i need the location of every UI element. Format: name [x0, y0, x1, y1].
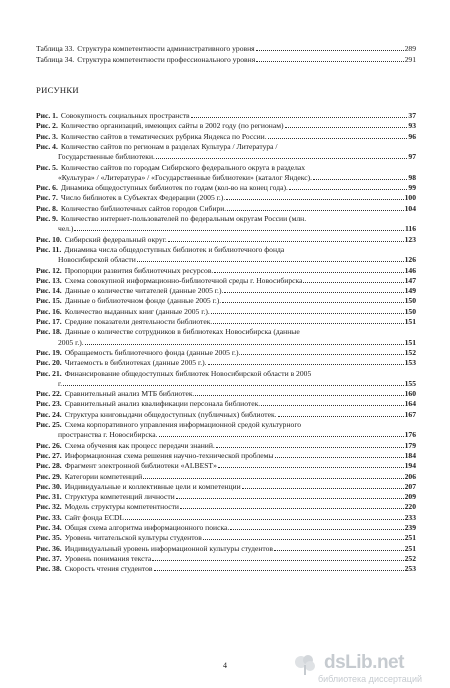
entry-page-number: 233	[404, 512, 416, 522]
toc-entry[interactable]	[36, 492, 416, 501]
entry-text: Количество сайтов по регионам в разделах Культура / Литература /	[60, 141, 278, 151]
entry-page-number: 149	[404, 286, 416, 296]
toc-entry[interactable]	[36, 410, 416, 419]
toc-entry[interactable]	[36, 163, 416, 172]
entry-page-number: 126	[404, 255, 416, 265]
entry-label: Рис. 29.	[36, 471, 62, 481]
toc-entry-continuation[interactable]	[58, 255, 416, 264]
entry-label: Рис. 26.	[36, 440, 62, 450]
toc-entry[interactable]	[36, 441, 416, 450]
dot-leader	[256, 50, 404, 51]
entry-text: Количество организаций, имеющих сайты в 2002 году (по регионам)	[60, 121, 284, 131]
entry-label: Таблица 34.	[36, 55, 75, 64]
dot-leader	[256, 61, 403, 62]
dot-leader	[268, 138, 408, 139]
toc-entry[interactable]	[36, 420, 416, 429]
entry-label: Рис. 9.	[36, 214, 58, 223]
entry-label: Рис. 30.	[36, 481, 62, 491]
entry-text: Схема корпоративного управления информационной средой культурного	[64, 420, 302, 429]
entry-page-number: 116	[405, 224, 416, 234]
toc-entry-continuation[interactable]	[58, 173, 416, 182]
entry-text: Структура компетентности профессионального уровня	[77, 55, 256, 64]
watermark-subtitle: библиотека диссертаций	[318, 674, 423, 684]
toc-entry[interactable]	[36, 533, 416, 542]
entry-label: Рис. 1.	[36, 111, 58, 120]
entry-label: Рис. 23.	[36, 399, 62, 409]
entry-label: Рис. 36.	[36, 543, 62, 553]
toc-entry[interactable]	[36, 193, 416, 202]
toc-entry[interactable]	[36, 399, 416, 408]
entry-label: Рис. 33.	[36, 512, 62, 522]
entry-label: Таблица 33.	[36, 44, 75, 53]
entry-page-number: 179	[404, 440, 416, 450]
dot-leader	[289, 189, 407, 190]
entry-text: Схема обучения как процесс передачи знаний.	[64, 440, 215, 450]
entry-text: чел.)	[58, 224, 74, 234]
entry-label: Рис. 17.	[36, 317, 62, 326]
dot-leader	[285, 127, 408, 128]
entry-page-number: 207	[404, 481, 416, 491]
toc-entry[interactable]	[36, 276, 416, 285]
entry-page-number: 160	[404, 389, 416, 399]
toc-entry-continuation[interactable]	[58, 224, 416, 233]
entry-text: Модель структуры компетентности	[64, 502, 179, 512]
toc-entry[interactable]	[36, 369, 416, 378]
entry-text: Уровень понимания текста	[64, 553, 152, 563]
dot-leader	[242, 488, 404, 489]
entry-label: Рис. 27.	[36, 450, 62, 460]
toc-entry[interactable]	[36, 523, 416, 532]
toc-entry[interactable]	[36, 461, 416, 470]
entry-text: г.	[58, 378, 63, 388]
entry-label: Рис. 18.	[36, 327, 62, 337]
entry-text: Число библиотек в Субъектах Федерации (2005 г.).	[60, 193, 226, 203]
toc-entry-continuation[interactable]	[58, 430, 416, 439]
entry-text: 2005 г.).	[58, 337, 84, 347]
toc-entry[interactable]	[36, 214, 416, 223]
dot-leader	[211, 313, 404, 314]
entry-text: Фрагмент электронной библиотеки «ALBEST»	[64, 461, 217, 471]
entry-text: Количество сайтов по городам Сибирского федерального округа в разделах	[60, 162, 306, 172]
entry-page-number: 289	[404, 44, 416, 53]
entry-page-number: 153	[404, 358, 416, 368]
entry-text: Государственные библиотеки.	[58, 152, 155, 162]
entry-label: Рис. 20.	[36, 358, 62, 368]
toc-entry[interactable]	[36, 317, 416, 326]
dot-leader	[203, 539, 404, 540]
entry-label: Рис. 19.	[36, 347, 62, 357]
entry-text: Количество сайтов в тематических рубрика Яндекса по России.	[60, 131, 267, 141]
dot-leader	[226, 199, 403, 200]
dot-leader	[154, 570, 404, 571]
toc-entry[interactable]	[36, 482, 416, 491]
entry-text: Динамика числа общедоступных библиотек и библиотечного фонда	[64, 244, 285, 254]
entry-text: Данные о библиотечном фонде (данные 2005 г.).	[64, 296, 222, 306]
entry-label: Рис. 5.	[36, 162, 58, 172]
entry-text: Сайт фонда ECDL	[64, 512, 125, 522]
entry-text: Схема совокупной информационно-библиотечной среды г. Новосибирска	[64, 275, 303, 285]
entry-page-number: 184	[404, 450, 416, 460]
toc-entry[interactable]	[36, 142, 416, 151]
entry-page-number: 93	[408, 121, 416, 131]
toc-entry[interactable]	[36, 389, 416, 398]
entry-label: Рис. 22.	[36, 389, 62, 399]
entry-label: Рис. 34.	[36, 523, 62, 532]
entry-text: Количество выданных книг (данные 2005 г.).	[64, 306, 210, 316]
dot-leader	[156, 158, 407, 159]
entry-page-number: 99	[408, 183, 416, 193]
entry-label: Рис. 12.	[36, 265, 62, 275]
entry-label: Рис. 31.	[36, 492, 62, 502]
toc-entry[interactable]	[36, 245, 416, 254]
entry-page-number: 98	[408, 172, 416, 182]
toc-entry[interactable]	[36, 544, 416, 553]
dot-leader	[191, 117, 408, 118]
entry-page-number: 147	[404, 275, 416, 285]
entry-label: Рис. 32.	[36, 502, 62, 512]
dot-leader	[152, 560, 403, 561]
tree-logo-icon	[292, 654, 318, 676]
toc-entry[interactable]	[36, 44, 416, 53]
entry-label: Рис. 38.	[36, 564, 62, 574]
entry-page-number: 164	[404, 399, 416, 409]
dot-leader	[195, 395, 403, 396]
entry-page-number: 151	[404, 337, 416, 347]
entry-page-number: 123	[404, 234, 416, 244]
entry-text: Новосибирской области	[58, 255, 136, 265]
entry-text: Совокупность социальных пространств	[60, 111, 190, 120]
entry-label: Рис. 11.	[36, 244, 62, 254]
dot-leader	[275, 457, 404, 458]
entry-page-number: 176	[404, 430, 416, 440]
toc-entry[interactable]	[36, 348, 416, 357]
toc-entry[interactable]	[36, 472, 416, 481]
entry-text: Скорость чтения студентов	[64, 564, 153, 574]
dot-leader	[216, 447, 404, 448]
toc-entry[interactable]	[36, 307, 416, 316]
dot-leader	[213, 323, 403, 324]
toc-entry-continuation[interactable]	[58, 379, 416, 388]
entry-text: Структура книговыдачи общедоступных (публичных) библиотек.	[64, 409, 277, 419]
entry-label: Рис. 16.	[36, 306, 62, 316]
toc-entry[interactable]	[36, 564, 416, 573]
entry-page-number: 150	[404, 306, 416, 316]
entry-label: Рис. 21.	[36, 368, 62, 378]
entry-text: Данные о количестве читателей (данные 2005 г.).	[64, 286, 224, 296]
dot-leader	[303, 282, 403, 283]
entry-page-number: 253	[404, 564, 416, 574]
toc-entry[interactable]	[36, 502, 416, 511]
dot-leader	[176, 498, 404, 499]
entry-text: Динамика общедоступных библиотек по годам (кол-во на конец года).	[60, 183, 288, 193]
entry-label: Рис. 10.	[36, 234, 62, 244]
dot-leader	[278, 416, 404, 417]
entry-text: Категории компетенций	[64, 471, 143, 481]
entry-text: Индивидуальные и коллективные цели и компетенции	[64, 481, 241, 491]
dot-leader	[261, 405, 403, 406]
dot-leader	[168, 241, 404, 242]
dot-leader	[230, 529, 403, 530]
entry-label: Рис. 4.	[36, 141, 58, 151]
dot-leader	[159, 436, 404, 437]
entry-page-number: 206	[404, 471, 416, 481]
entry-text: Информационная схема решения научно-технической проблемы	[64, 450, 274, 460]
toc-entry[interactable]	[36, 451, 416, 460]
entry-text: Пропорции развития библиотечных ресурсов.	[64, 265, 214, 275]
entry-page-number: 194	[404, 461, 416, 471]
entry-text: Обращаемость библиотечного фонда (данные 2005 г.).	[64, 347, 241, 357]
entry-text: Сравнительный анализ МТБ библиотек.	[64, 389, 195, 399]
entry-page-number: 96	[408, 131, 416, 141]
entry-page-number: 251	[404, 543, 416, 553]
entry-text: Финансирование общедоступных библиотек Новосибирской области в 2005	[64, 368, 312, 378]
toc-entry[interactable]	[36, 358, 416, 367]
entry-text: Количество интернет-пользователей по федеральным округам России (млн.	[60, 214, 307, 223]
entry-page-number: 146	[404, 265, 416, 275]
entry-page-number: 251	[404, 533, 416, 543]
entry-label: Рис. 8.	[36, 203, 58, 213]
entry-page-number: 167	[404, 409, 416, 419]
entry-label: Рис. 6.	[36, 183, 58, 193]
entry-label: Рис. 25.	[36, 420, 62, 429]
entry-text: Сибирский федеральный округ.	[64, 234, 167, 244]
entry-text: Сравнительный анализ квалификации персонала библиотек.	[64, 399, 261, 409]
entry-page-number: 152	[404, 347, 416, 357]
entry-label: Рис. 13.	[36, 275, 62, 285]
entry-page-number: 37	[408, 111, 416, 120]
dot-leader	[143, 478, 403, 479]
entry-label: Рис. 37.	[36, 553, 62, 563]
dot-leader	[222, 302, 403, 303]
entry-text: «Культура» / «Литература» / «Государственные библиотеки» (каталог Яндекс).	[58, 172, 313, 182]
toc-entry[interactable]	[36, 327, 416, 336]
toc-entry[interactable]	[36, 183, 416, 192]
toc-entry[interactable]	[36, 513, 416, 522]
toc-entry[interactable]	[36, 266, 416, 275]
entry-label: Рис. 35.	[36, 533, 62, 543]
entry-label: Рис. 14.	[36, 286, 62, 296]
entry-label: Рис. 7.	[36, 193, 58, 203]
entry-page-number: 209	[404, 492, 416, 502]
entry-label: Рис. 15.	[36, 296, 62, 306]
page-number: 4	[223, 661, 227, 670]
entry-text: Структура компетентности административного уровня	[77, 44, 255, 53]
entry-page-number: 291	[404, 55, 416, 64]
entry-text: Уровень читательской культуры студентов	[64, 533, 202, 543]
toc-entry[interactable]	[36, 55, 416, 64]
entry-label: Рис. 24.	[36, 409, 62, 419]
entry-page-number: 151	[404, 317, 416, 326]
entry-text: пространства г. Новосибирска.	[58, 430, 158, 440]
entry-text: Читаемость в библиотеках (данные 2005 г.).	[64, 358, 207, 368]
entry-page-number: 150	[404, 296, 416, 306]
toc-entry[interactable]	[36, 132, 416, 141]
entry-text: Общая схема алгоритма информационного поиска.	[64, 523, 230, 532]
entry-page-number: 155	[404, 378, 416, 388]
watermark[interactable]	[288, 652, 448, 686]
entry-label: Рис. 28.	[36, 461, 62, 471]
toc-entry-continuation[interactable]	[58, 338, 416, 347]
dot-leader	[214, 272, 403, 273]
dot-leader	[227, 210, 403, 211]
entry-page-number: 252	[404, 553, 416, 563]
toc-entry[interactable]	[36, 286, 416, 295]
entry-text: Индивидуальный уровень информационной культуры студентов	[64, 543, 274, 553]
entry-text: Средние показатели деятельности библиотек.	[64, 317, 213, 326]
entry-page-number: 104	[404, 203, 416, 213]
dot-leader	[125, 519, 403, 520]
dot-leader	[180, 508, 404, 509]
watermark-logo: dsLib.net	[324, 652, 404, 673]
entry-text: Количество библиотечных сайтов городов Сибири.	[60, 203, 227, 213]
dot-leader	[85, 344, 404, 345]
entry-page-number: 97	[408, 152, 416, 162]
entry-label: Рис. 3.	[36, 131, 58, 141]
toc-entry[interactable]	[36, 235, 416, 244]
entry-text: Структура компетенций личности	[64, 492, 175, 502]
dot-leader	[74, 230, 404, 231]
dot-leader	[224, 292, 403, 293]
entry-text: Данные о количестве сотрудников в библиотеках Новосибирска (данные	[64, 327, 300, 337]
toc-entry-continuation[interactable]	[58, 152, 416, 161]
entry-page-number: 239	[404, 523, 416, 532]
toc-entry[interactable]	[36, 111, 416, 120]
entry-label: Рис. 2.	[36, 121, 58, 131]
toc-entry[interactable]	[36, 296, 416, 305]
toc-entry[interactable]	[36, 121, 416, 130]
dot-leader	[208, 364, 404, 365]
dot-leader	[63, 385, 403, 386]
entry-page-number: 100	[404, 193, 416, 203]
dot-leader	[313, 179, 407, 180]
section-title: РИСУНКИ	[36, 85, 79, 95]
dot-leader	[137, 261, 404, 262]
entry-page-number: 220	[404, 502, 416, 512]
dot-leader	[241, 354, 403, 355]
dot-leader	[218, 467, 404, 468]
toc-entry[interactable]	[36, 554, 416, 563]
dot-leader	[274, 550, 404, 551]
toc-entry[interactable]	[36, 204, 416, 213]
